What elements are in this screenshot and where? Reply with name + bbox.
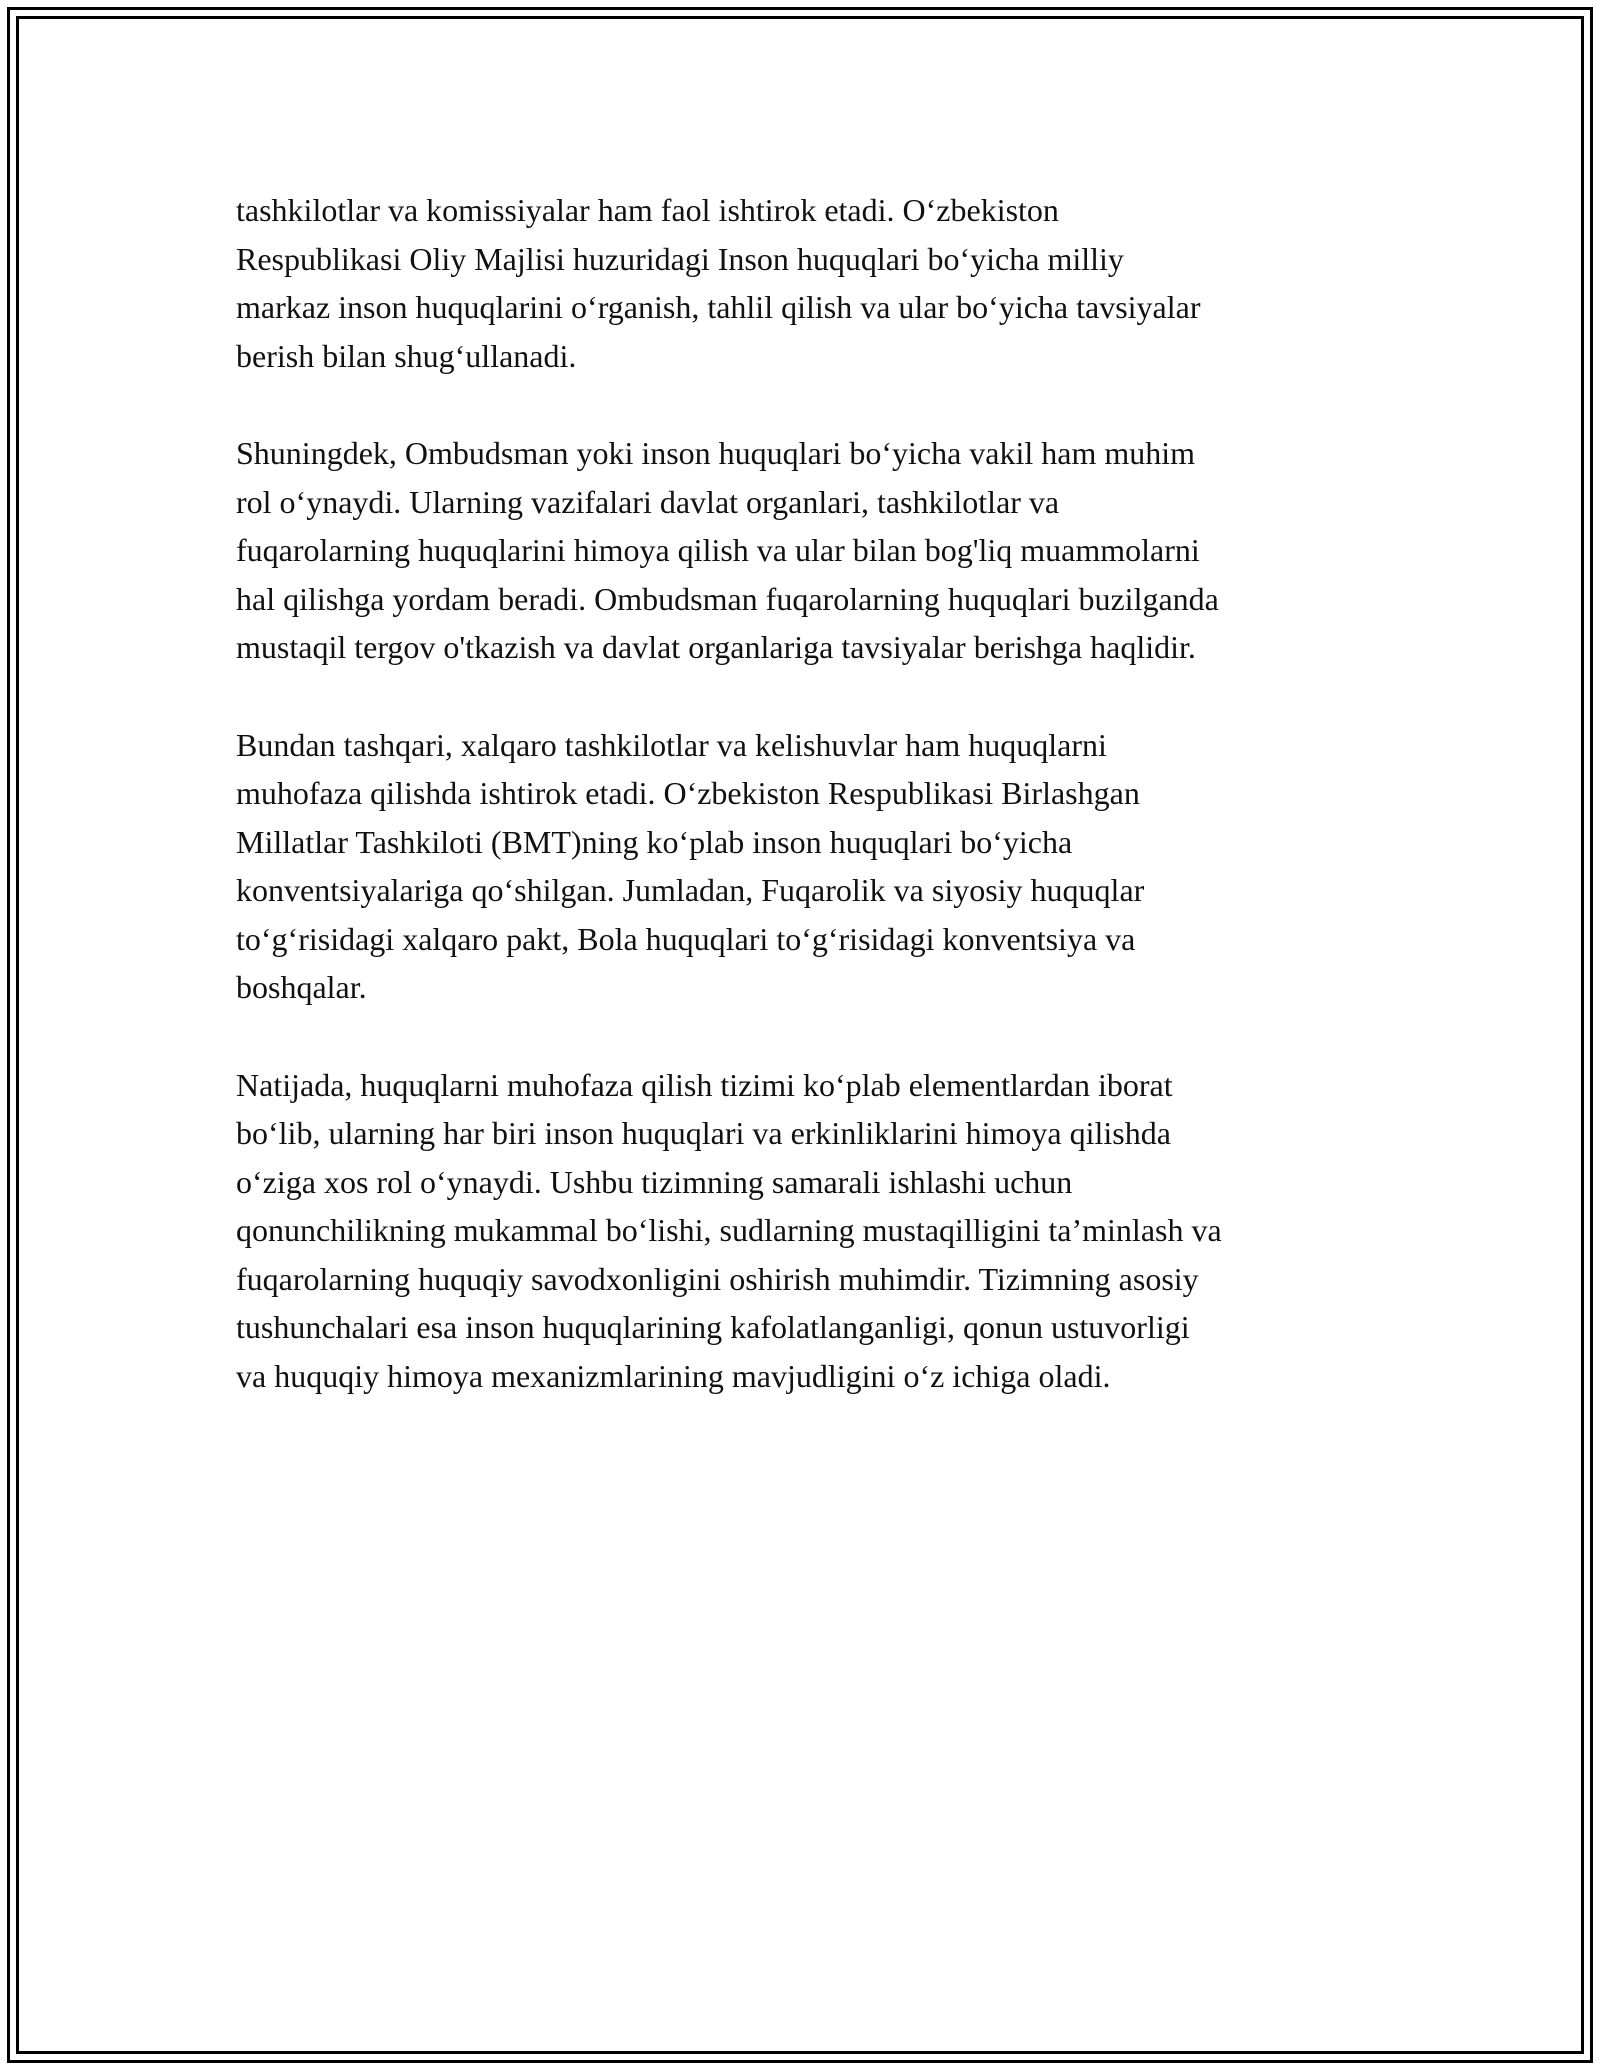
text-line: Millatlar Tashkiloti (BMT)ning ko‘plab inson huquqlari bo‘yicha [236,823,1073,860]
paragraph [236,1061,1376,1401]
text-line: tushunchalari esa inson huquqlarining kafolatlanganligi, qonun ustuvorligi [236,1309,1190,1345]
text-line: berish bilan shug‘ullanadi. [236,337,577,374]
text-line: rol o‘ynaydi. Ularning vazifalari davlat organlari, tashkilotlar va [236,483,1060,520]
text-line: o‘ziga xos rol o‘ynaydi. Ushbu tizimning samarali ishlashi uchun [236,1163,1073,1200]
document-body [236,186,1376,1449]
paragraph [236,186,1376,380]
text-line: qonunchilikning mukammal bo‘lishi, sudlarning mustaqilligini ta’minlash va [236,1212,1222,1248]
text-line: fuqarolarning huquqiy savodxonligini oshirish muhimdir. Tizimning asosiy [236,1260,1199,1297]
text-line: mustaqil tergov o'tkazish va davlat organlariga tavsiyalar berishga haqlidir. [236,629,1196,665]
paragraph [236,721,1376,1012]
text-line: Bundan tashqari, xalqaro tashkilotlar va kelishuvlar ham huquqlarni [236,726,1107,763]
text-line: konventsiyalariga qo‘shilgan. Jumladan, Fuqarolik va siyosiy huquqlar [236,872,1145,908]
text-line: Natijada, huquqlarni muhofaza qilish tizimi ko‘plab elementlardan iborat [236,1066,1173,1103]
text-line: tashkilotlar va komissiyalar ham faol ishtirok etadi. O‘zbekiston [236,192,1059,228]
paragraph [236,429,1376,672]
text-line: bo‘lib, ularning har biri inson huquqlari va erkinliklarini himoya qilishda [236,1115,1171,1151]
text-line: boshqalar. [236,969,367,1005]
text-line: muhofaza qilishda ishtirok etadi. O‘zbekiston Respublikasi Birlashgan [236,775,1140,811]
text-line: hal qilishga yordam beradi. Ombudsman fuqarolarning huquqlari buzilganda [236,580,1219,617]
text-line: fuqarolarning huquqlarini himoya qilish va ular bilan bog'liq muammolarni [236,532,1200,568]
text-line: markaz inson huquqlarini o‘rganish, tahlil qilish va ular bo‘yicha tavsiyalar [236,289,1201,325]
text-line: to‘g‘risidagi xalqaro pakt, Bola huquqlari to‘g‘risidagi konventsiya va [236,920,1136,957]
text-line: va huquqiy himoya mexanizmlarining mavjudligini o‘z ichiga oladi. [236,1357,1111,1394]
text-line: Respublikasi Oliy Majlisi huzuridagi Inson huquqlari bo‘yicha milliy [236,240,1124,277]
text-line: Shuningdek, Ombudsman yoki inson huquqlari bo‘yicha vakil ham muhim [236,435,1196,471]
